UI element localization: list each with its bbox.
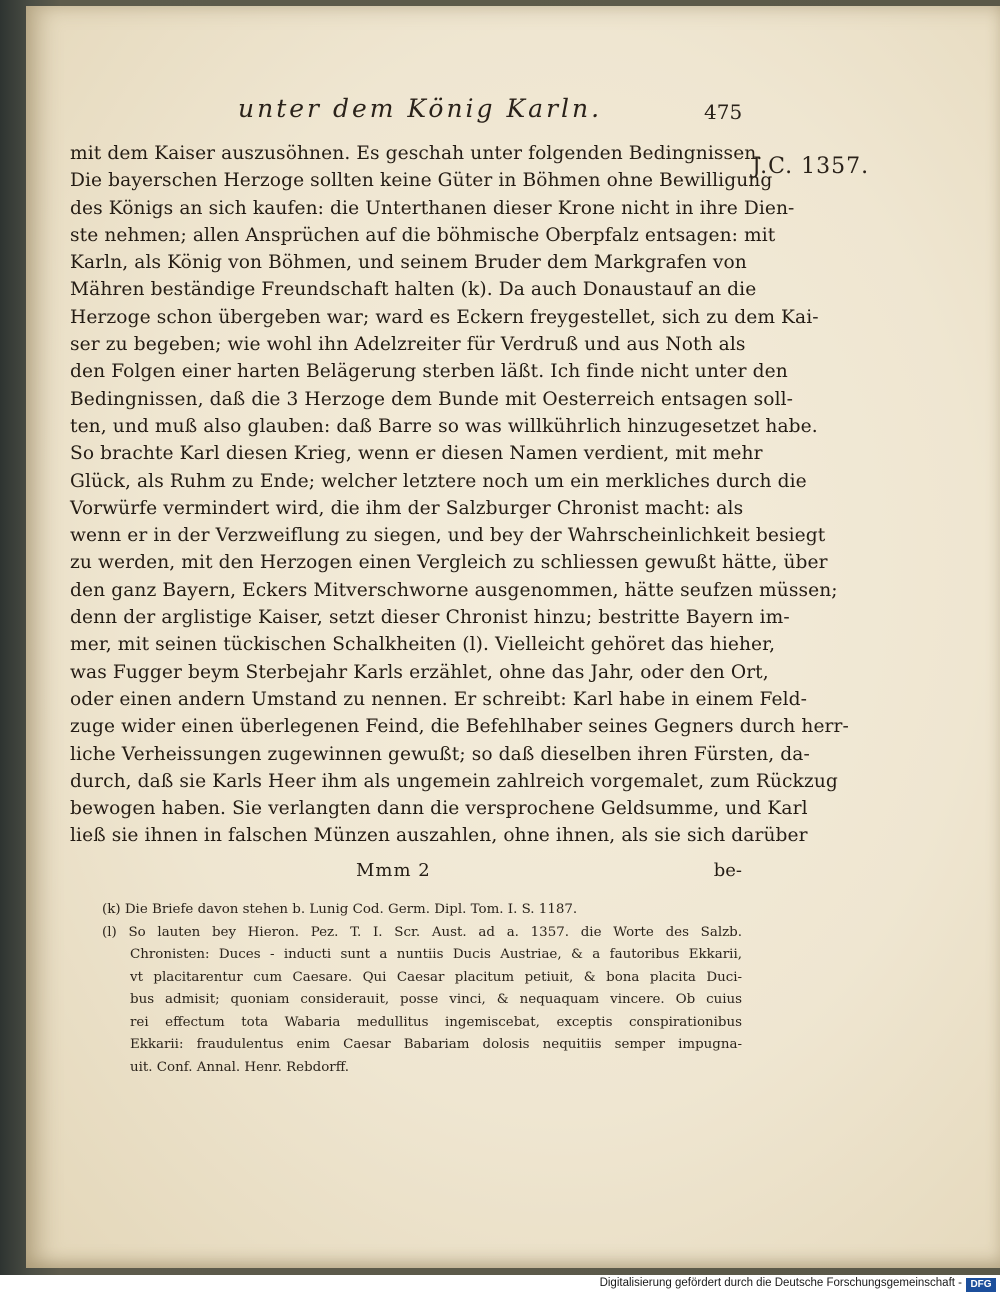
- text-line: bewogen haben. Sie verlangten dann die versprochene Geldsumme, und Karl: [70, 798, 808, 820]
- text-line: des Königs an sich kaufen: die Unterthanen dieser Krone nicht in ihre Dien-: [70, 197, 795, 219]
- text-line: wenn er in der Verzweiflung zu siegen, und bey der Wahrscheinlichkeit besiegt: [70, 525, 826, 547]
- printer-signature: Mmm 2: [356, 860, 431, 881]
- text-line: zu werden, mit den Herzogen einen Vergleich zu schliessen gewußt hätte, über: [70, 552, 828, 574]
- text-line: ser zu begeben; wie wohl ihn Adelzreiter für Verdruß und aus Noth als: [70, 334, 746, 356]
- text-line: So brachte Karl diesen Krieg, wenn er diesen Namen verdient, mit mehr: [70, 443, 763, 465]
- text-line: zuge wider einen überlegenen Feind, die Befehlhaber seines Gegners durch herr-: [70, 716, 849, 738]
- text-line: durch, daß sie Karls Heer ihm als ungemein zahlreich vorgemalet, zum Rückzug: [70, 770, 838, 792]
- footnote-k: (k) Die Briefe davon stehen b. Lunig Cod. Germ. Dipl. Tom. I. S. 1187.: [102, 902, 578, 917]
- text-line: ten, und muß also glauben: daß Barre so was willkührlich hinzugesetzet habe.: [70, 415, 818, 437]
- text-line: Bedingnissen, daß die 3 Herzoge dem Bunde mit Oesterreich entsagen soll-: [70, 388, 794, 410]
- margin-year-note: J.C. 1357.: [752, 154, 870, 179]
- page-number: 475: [704, 100, 743, 124]
- footnote-l: (l) So lauten bey Hieron. Pez. T. I. Scr. Aust. ad a. 1357. die Worte des Salzb.: [102, 924, 742, 940]
- footnote-line: rei effectum tota Wabaria medullitus ingemiscebat, exceptis conspirationibus: [130, 1014, 742, 1030]
- footnote-line: Chronisten: Duces - inducti sunt a nuntiis Ducis Austriae, & a fautoribus Ekkarii,: [130, 947, 742, 962]
- signature-row: [70, 860, 742, 886]
- text-line: Die bayerschen Herzoge sollten keine Güter in Böhmen ohne Bewilligung: [70, 170, 773, 192]
- text-line: den Folgen einer harten Belägerung sterben läßt. Ich finde nicht unter den: [70, 361, 788, 383]
- dfg-logo[interactable]: DFG: [966, 1278, 996, 1292]
- catchword: be-: [713, 860, 742, 881]
- text-line: mit dem Kaiser auszusöhnen. Es geschah unter folgenden Bedingnissen.: [70, 143, 763, 164]
- footer-bar: [0, 1275, 1000, 1295]
- text-line: ste nehmen; allen Ansprüchen auf die böhmische Oberpfalz entsagen: mit: [70, 224, 776, 246]
- footnotes: [102, 899, 742, 1079]
- text-line: mer, mit seinen tückischen Schalkheiten (l). Vielleicht gehöret das hieher,: [70, 634, 776, 656]
- footnote-line: uit. Conf. Annal. Henr. Rebdorff.: [130, 1059, 349, 1075]
- text-line: was Fugger beym Sterbejahr Karls erzählet, ohne das Jahr, oder den Ort,: [70, 661, 769, 683]
- footnote-line: bus admisit; quoniam considerauit, posse vinci, & nequaquam vincere. Ob cuius: [130, 992, 742, 1007]
- text-line: liche Verheissungen zugewinnen gewußt; so daß dieselben ihren Fürsten, da-: [70, 743, 810, 765]
- text-line: Herzoge schon übergeben war; ward es Eckern freygestellet, sich zu dem Kai-: [70, 306, 819, 328]
- text-line: ließ sie ihnen in falschen Münzen auszahlen, ohne ihnen, als sie sich darüber: [70, 825, 808, 847]
- text-line: den ganz Bayern, Eckers Mitverschworne ausgenommen, hätte seufzen müssen;: [70, 579, 838, 601]
- text-line: Vorwürfe vermindert wird, die ihm der Salzburger Chronist macht: als: [70, 497, 744, 519]
- running-head: unter dem König Karln.: [238, 94, 603, 123]
- text-line: Glück, als Ruhm zu Ende; welcher letztere noch um ein merkliches durch die: [70, 470, 807, 492]
- text-line: Karln, als König von Böhmen, und seinem Bruder dem Markgrafen von: [70, 252, 747, 274]
- funding-credit: Digitalisierung gefördert durch die Deutsche Forschungsgemeinschaft -: [599, 1277, 962, 1289]
- text-line: denn der arglistige Kaiser, setzt dieser Chronist hinzu; bestritte Bayern im-: [70, 607, 790, 629]
- text-line: oder einen andern Umstand zu nennen. Er schreibt: Karl habe in einem Feld-: [70, 688, 808, 710]
- footnote-line: vt placitarentur cum Caesare. Qui Caesar placitum petiuit, & bona placita Duci-: [130, 969, 742, 985]
- page-header: [238, 94, 743, 130]
- text-line: Mähren beständige Freundschaft halten (k). Da auch Donaustauf an die: [70, 279, 757, 301]
- footnote-line: Ekkarii: fraudulentus enim Caesar Babariam dolosis nequitiis semper impugna-: [130, 1037, 742, 1052]
